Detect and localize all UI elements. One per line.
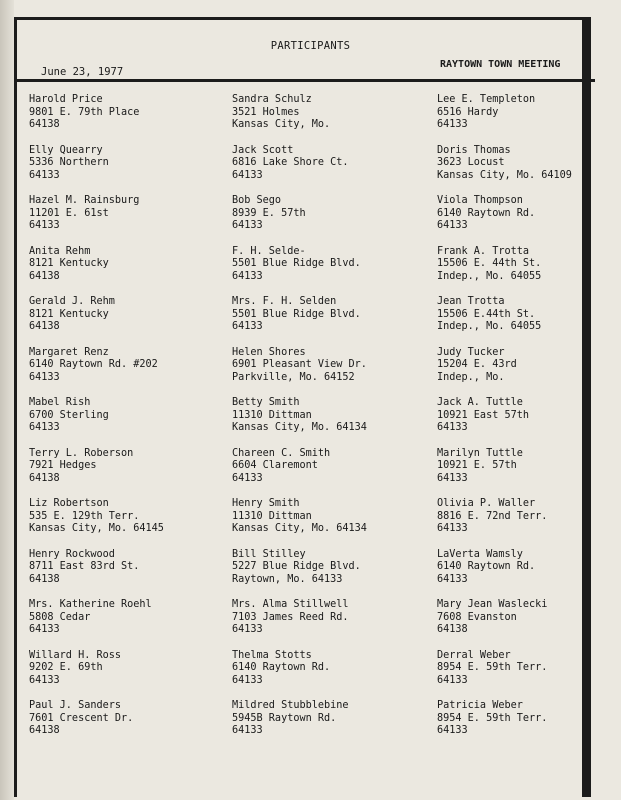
participant-address: 8939 E. 57th <box>232 207 306 219</box>
participant-name: Mabel Rish <box>29 397 91 408</box>
participant-address: 6816 Lake Shore Ct. <box>232 157 349 168</box>
participant-address: 5501 Blue Ridge Blvd. <box>232 258 361 269</box>
participant-name: Anita Rehm <box>29 245 91 257</box>
meeting-name: RAYTOWN TOWN MEETING <box>440 59 561 70</box>
participant-city-zip: 64133 <box>232 270 263 282</box>
participant-city-zip: 64138 <box>29 725 60 736</box>
participant-entry <box>437 650 621 701</box>
participant-address: 15506 E. 44th St. <box>437 258 542 269</box>
participant-city-zip: Kansas City, Mo. 64134 <box>232 523 367 534</box>
participant-address: 10921 East 57th <box>437 409 530 421</box>
document-title: PARTICIPANTS <box>270 40 351 52</box>
participant-entry <box>437 549 621 600</box>
header-divider <box>17 79 595 82</box>
participant-address: 7921 Hedges <box>29 460 97 471</box>
participant-column-3 <box>437 94 621 751</box>
participant-city-zip: Kansas City, Mo. 64134 <box>232 422 367 433</box>
participant-address: 8711 East 83rd St. <box>29 561 140 572</box>
participant-city-zip: 64133 <box>232 321 263 332</box>
participant-address: 8954 E. 59th Terr. <box>437 712 548 724</box>
participant-entry <box>29 650 214 701</box>
participant-city-zip: Kansas City, Mo. 64145 <box>29 523 164 534</box>
participant-name: Helen Shores <box>232 346 306 358</box>
participant-name: Olivia P. Waller <box>437 498 536 509</box>
participant-city-zip: 64133 <box>437 119 468 130</box>
participant-entry <box>437 498 621 549</box>
participant-address: 6140 Raytown Rd. #202 <box>29 359 158 370</box>
participant-name: F. H. Selde- <box>232 245 306 257</box>
participant-address: 6604 Claremont <box>232 460 318 471</box>
participant-address: 11310 Dittman <box>232 409 312 421</box>
participant-address: 5336 Northern <box>29 157 109 168</box>
participant-address: 6901 Pleasant View Dr. <box>232 359 367 370</box>
participant-city-zip: 64133 <box>232 725 263 736</box>
participant-address: 8816 E. 72nd Terr. <box>437 510 548 522</box>
participant-address: 5501 Blue Ridge Blvd. <box>232 308 361 320</box>
participant-city-zip: 64133 <box>232 169 263 181</box>
participant-column-1 <box>29 94 214 751</box>
participant-city-zip: 64133 <box>437 220 468 231</box>
participant-address: 15204 E. 43rd <box>437 359 517 370</box>
participant-entry <box>232 498 417 549</box>
participant-name: Henry Rockwood <box>29 548 115 560</box>
participant-name: Betty Smith <box>232 397 300 408</box>
participant-address: 6700 Sterling <box>29 409 109 421</box>
participant-entry <box>29 549 214 600</box>
participant-entry <box>29 599 214 650</box>
participant-name: Frank A. Trotta <box>437 245 530 257</box>
participant-entry <box>232 347 417 398</box>
participant-address: 6140 Raytown Rd. <box>232 662 331 673</box>
participant-city-zip: 64133 <box>437 472 468 484</box>
participant-entry <box>29 448 214 499</box>
participant-entry <box>29 145 214 196</box>
participant-name: Liz Robertson <box>29 498 109 509</box>
participant-address: 8954 E. 59th Terr. <box>437 662 548 673</box>
participant-entry <box>29 296 214 347</box>
participant-name: Bob Sego <box>232 195 282 206</box>
participant-address: 6140 Raytown Rd. <box>437 207 536 219</box>
participant-city-zip: 64138 <box>437 624 468 635</box>
participant-name: Mary Jean Waslecki <box>437 599 548 610</box>
participant-city-zip: 64133 <box>437 523 468 534</box>
participant-name: Mildred Stubblebine <box>232 700 349 711</box>
participant-entry <box>29 246 214 297</box>
participant-entry <box>29 700 214 751</box>
participant-entry <box>232 195 417 246</box>
participant-city-zip: 64133 <box>29 220 60 231</box>
participant-entry <box>232 94 417 145</box>
participant-entry <box>437 94 621 145</box>
participant-city-zip: 64133 <box>232 220 263 231</box>
participant-name: Mrs. F. H. Selden <box>232 296 337 307</box>
participant-city-zip: 64133 <box>437 573 468 585</box>
participant-entry <box>437 195 621 246</box>
participant-name: Margaret Renz <box>29 346 109 358</box>
participant-name: Paul J. Sanders <box>29 700 122 711</box>
participant-name: Hazel M. Rainsburg <box>29 195 140 206</box>
participant-name: Jack Scott <box>232 144 294 156</box>
participant-city-zip: 64138 <box>29 573 60 585</box>
participant-address: 3623 Locust <box>437 157 505 168</box>
participant-city-zip: Indep., Mo. 64055 <box>437 270 542 282</box>
participant-address: 5945B Raytown Rd. <box>232 712 337 724</box>
participant-address: 9202 E. 69th <box>29 662 103 673</box>
participant-entry <box>29 498 214 549</box>
participant-city-zip: 64133 <box>29 371 60 383</box>
participant-city-zip: 64138 <box>29 472 60 484</box>
participant-name: Judy Tucker <box>437 346 505 358</box>
participant-entry <box>437 397 621 448</box>
participant-column-2 <box>232 94 417 751</box>
participant-entry <box>232 145 417 196</box>
participant-city-zip: Raytown, Mo. 64133 <box>232 573 343 585</box>
participant-entry <box>437 145 621 196</box>
participant-address: 535 E. 129th Terr. <box>29 510 140 522</box>
participant-entry <box>232 296 417 347</box>
participant-name: Henry Smith <box>232 498 300 509</box>
participant-city-zip: 64133 <box>29 674 60 686</box>
participant-address: 11310 Dittman <box>232 510 312 522</box>
participant-city-zip: Parkville, Mo. 64152 <box>232 371 355 383</box>
participant-entry <box>437 347 621 398</box>
participant-entry <box>437 296 621 347</box>
participant-name: Willard H. Ross <box>29 649 122 661</box>
participant-name: LaVerta Wamsly <box>437 548 523 560</box>
participant-entry <box>232 246 417 297</box>
participant-address: 5227 Blue Ridge Blvd. <box>232 561 361 572</box>
participant-city-zip: Kansas City, Mo. <box>232 119 331 130</box>
participant-name: Sandra Schulz <box>232 94 312 105</box>
participant-entry <box>437 700 621 751</box>
participant-city-zip: Kansas City, Mo. 64109 <box>437 169 572 181</box>
participant-entry <box>232 549 417 600</box>
participant-city-zip: 64133 <box>437 674 468 686</box>
participant-city-zip: 64133 <box>29 624 60 635</box>
participant-address: 5808 Cedar <box>29 611 91 623</box>
participant-name: Terry L. Roberson <box>29 447 134 459</box>
participant-city-zip: 64138 <box>29 270 60 282</box>
participant-address: 6516 Hardy <box>437 106 499 118</box>
participant-address: 3521 Holmes <box>232 106 300 118</box>
participant-address: 10921 E. 57th <box>437 460 517 471</box>
participant-name: Doris Thomas <box>437 144 511 156</box>
participant-address: 7608 Evanston <box>437 611 517 623</box>
participant-name: Viola Thompson <box>437 195 523 206</box>
participant-entry <box>29 94 214 145</box>
participant-entry <box>232 650 417 701</box>
participant-name: Lee E. Templeton <box>437 94 536 105</box>
participant-city-zip: 64133 <box>29 169 60 181</box>
participant-address: 8121 Kentucky <box>29 308 109 320</box>
participant-name: Harold Price <box>29 94 103 105</box>
participant-city-zip: 64138 <box>29 321 60 332</box>
participant-name: Marilyn Tuttle <box>437 447 523 459</box>
participant-entry <box>29 347 214 398</box>
page-edge <box>0 0 14 800</box>
participant-entry <box>232 700 417 751</box>
participant-entry <box>29 195 214 246</box>
participant-name: Mrs. Katherine Roehl <box>29 599 152 610</box>
participant-entry <box>437 246 621 297</box>
participant-address: 8121 Kentucky <box>29 258 109 269</box>
participant-city-zip: 64133 <box>232 472 263 484</box>
participant-address: 6140 Raytown Rd. <box>437 561 536 572</box>
participant-address: 11201 E. 61st <box>29 207 109 219</box>
participant-name: Jack A. Tuttle <box>437 397 523 408</box>
participant-city-zip: 64133 <box>437 422 468 433</box>
participant-address: 9801 E. 79th Place <box>29 106 140 118</box>
participant-city-zip: 64138 <box>29 119 60 130</box>
participant-city-zip: 64133 <box>232 624 263 635</box>
participant-name: Bill Stilley <box>232 548 306 560</box>
participant-entry <box>232 599 417 650</box>
participant-address: 15506 E.44th St. <box>437 308 536 320</box>
participant-city-zip: Indep., Mo. <box>437 371 505 383</box>
meeting-date: June 23, 1977 <box>41 66 124 78</box>
participant-entry <box>29 397 214 448</box>
participant-name: Thelma Stotts <box>232 649 312 661</box>
participant-name: Gerald J. Rehm <box>29 296 115 307</box>
participant-city-zip: 64133 <box>437 725 468 736</box>
participant-name: Elly Quearry <box>29 144 103 156</box>
participant-name: Jean Trotta <box>437 296 505 307</box>
participant-address: 7103 James Reed Rd. <box>232 611 349 623</box>
participant-name: Patricia Weber <box>437 700 523 711</box>
participant-name: Mrs. Alma Stillwell <box>232 599 349 610</box>
participant-city-zip: Indep., Mo. 64055 <box>437 321 542 332</box>
participant-city-zip: 64133 <box>232 674 263 686</box>
participant-entry <box>232 397 417 448</box>
participant-entry <box>437 448 621 499</box>
participant-entry <box>437 599 621 650</box>
participant-name: Derral Weber <box>437 649 511 661</box>
participant-city-zip: 64133 <box>29 422 60 433</box>
participant-address: 7601 Crescent Dr. <box>29 712 134 724</box>
participant-name: Chareen C. Smith <box>232 447 331 459</box>
participant-entry <box>232 448 417 499</box>
